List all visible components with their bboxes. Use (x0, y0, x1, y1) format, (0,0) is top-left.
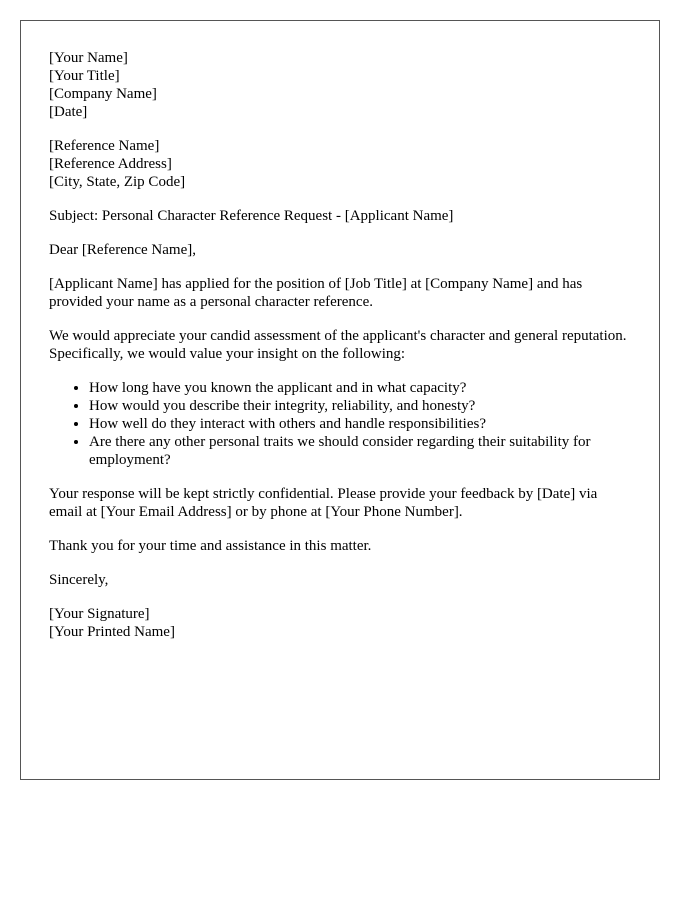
confidentiality-paragraph: Your response will be kept strictly confidential. Please provide your feedback by [Date] via email at [Your Email Address] or by phone at [Your Phone Number]. (49, 486, 598, 520)
list-item: • How would you describe their integrity, reliability, and honesty? (89, 397, 631, 415)
salutation: Dear [Reference Name], (49, 242, 196, 258)
valediction: Sincerely, (49, 572, 109, 588)
thanks-paragraph: Thank you for your time and assistance in this matter. (49, 538, 372, 554)
request-paragraph: We would appreciate your candid assessment of the applicant's character and general reputation. Specifically, we would value your insight on the following: (49, 328, 627, 362)
signature-block (49, 605, 631, 641)
recipient-city-state-zip: [City, State, Zip Code] (49, 174, 186, 190)
recipient-block (49, 137, 631, 191)
questions-list (49, 379, 631, 469)
printed-name: [Your Printed Name] (49, 624, 175, 640)
recipient-address: [Reference Address] (49, 156, 172, 172)
list-item: • How long have you known the applicant and in what capacity? (89, 379, 631, 397)
letter-date: [Date] (49, 104, 88, 120)
sender-title: [Your Title] (49, 68, 120, 84)
signature: [Your Signature] (49, 606, 150, 622)
recipient-name: [Reference Name] (49, 138, 160, 154)
subject-line: Subject: Personal Character Reference Request - [Applicant Name] (49, 208, 454, 224)
sender-name: [Your Name] (49, 50, 128, 66)
list-item: • How well do they interact with others and handle responsibilities? (89, 415, 631, 433)
intro-paragraph: [Applicant Name] has applied for the position of [Job Title] at [Company Name] and has provided your name as a personal character reference. (49, 276, 583, 310)
sender-block (49, 49, 631, 121)
list-item: • Are there any other personal traits we should consider regarding their suitability for employment? (89, 433, 631, 469)
sender-company: [Company Name] (49, 86, 157, 102)
letter-page (20, 20, 660, 780)
